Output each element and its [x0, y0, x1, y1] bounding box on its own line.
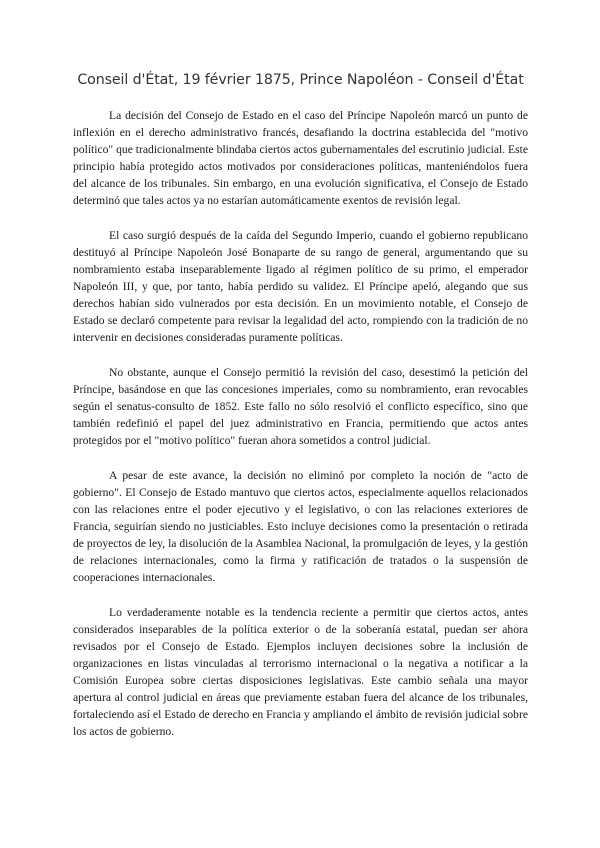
paragraph-3: No obstante, aunque el Consejo permitió la revisión del caso, desestimó la petición del Príncipe, basándose en que las concesiones imperiales, como su nombramiento, eran revocables según el senatus-consulto de 1852. Este fallo no sólo resolvió el conflicto específico, sino que también redefinió el papel del juez administrativo en Francia, permitiendo que actos antes protegidos por el "motivo político" fueran ahora sometidos a control judicial.	[73, 366, 528, 447]
paragraph-5: Lo verdaderamente notable es la tendencia reciente a permitir que ciertos actos, antes considerados inseparables de la política exterior o de la soberanía estatal, puedan ser ahora revisados por el Consejo de Estado. Ejemplos incluyen decisiones sobre la inclusión de organizaciones en listas vinculadas al terrorismo internacional o la negativa a notificar a la Comisión Europea sobre ciertas disposiciones legislativas. Este cambio señala una mayor apertura al control judicial en áreas que previamente estaban fuera del alcance de los tribunales, fortaleciendo así el Estado de derecho en Francia y ampliando el ámbito de revisión judicial sobre los actos de gobierno.	[73, 606, 528, 738]
paragraph-4: A pesar de este avance, la decisión no eliminó por completo la noción de "acto de gobierno". El Consejo de Estado mantuvo que ciertos actos, especialmente aquellos relacionados con las relaciones entre el poder ejecutivo y el legislativo, o con las relaciones exteriores de Francia, seguirían siendo no justiciables. Esto incluye decisiones como la presentación o retirada de proyectos de ley, la disolución de la Asamblea Nacional, la promulgación de leyes, y la gestión de relaciones internacionales, como la firma y ratificación de tratados o la suspensión de cooperaciones internacionales.	[73, 469, 528, 584]
document-title: Conseil d'État, 19 février 1875, Prince Napoléon - Conseil d'État	[77, 72, 524, 88]
paragraph-1: La decisión del Consejo de Estado en el caso del Príncipe Napoleón marcó un punto de inflexión en el derecho administrativo francés, desafiando la doctrina establecida del "motivo político" que tradicionalmente blindaba ciertos actos gubernamentales del escrutinio judicial. Este principio había protegido actos motivados por consideraciones políticas, manteniéndolos fuera del alcance de los tribunales. Sin embargo, en una evolución significativa, el Consejo de Estado determinó que tales actos ya no estarían automáticamente exentos de revisión legal.	[73, 109, 528, 207]
paragraph-2: El caso surgió después de la caída del Segundo Imperio, cuando el gobierno republicano destituyó al Príncipe Napoleón José Bonaparte de su rango de general, argumentando que su nombramiento estaba inseparablemente ligado al régimen político de su primo, el emperador Napoleón III, y que, por tanto, había perdido su validez. El Príncipe apeló, alegando que sus derechos habían sido vulnerados por esta decisión. En un movimiento notable, el Consejo de Estado se declaró competente para revisar la legalidad del acto, rompiendo con la tradición de no intervenir en decisiones consideradas puramente políticas.	[73, 229, 528, 344]
